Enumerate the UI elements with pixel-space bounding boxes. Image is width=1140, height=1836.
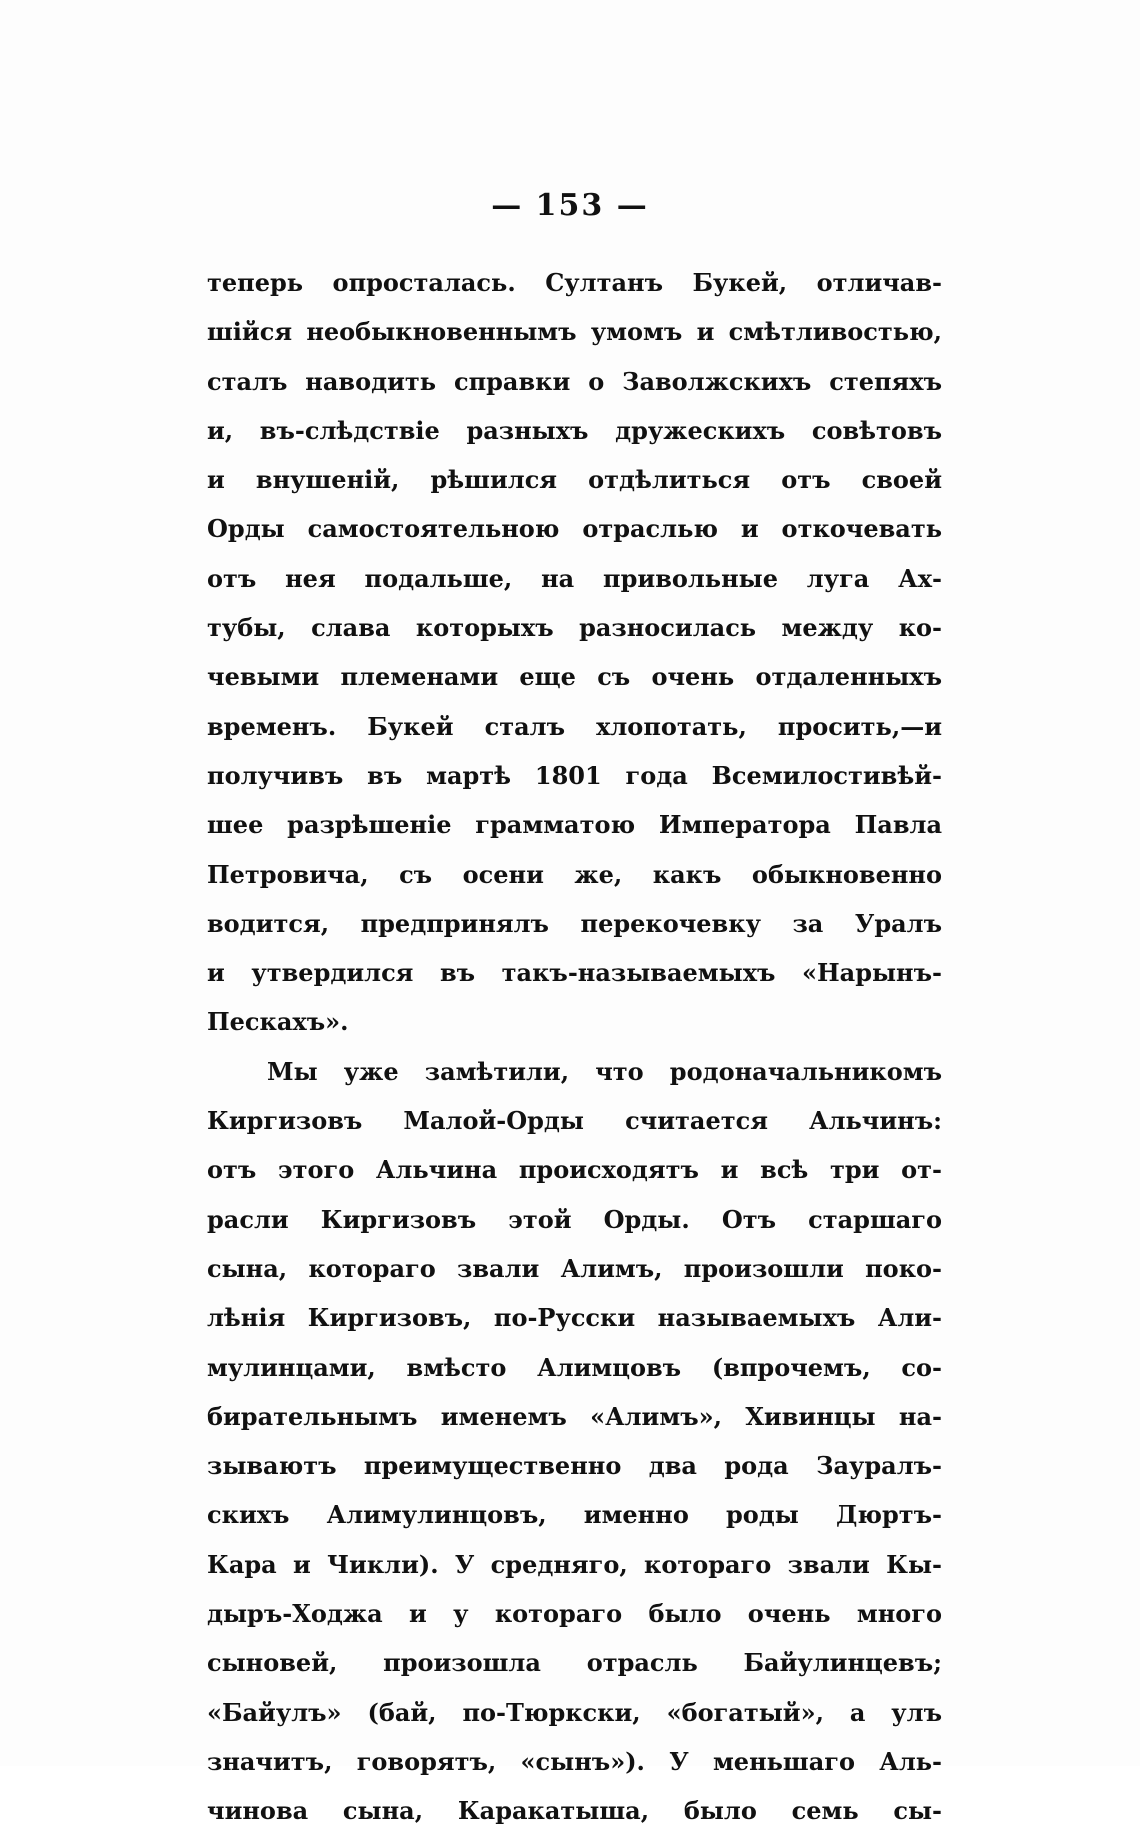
text-line: временъ. Букей сталъ хлопотать, просить,—и <box>207 711 942 741</box>
text-line: получивъ въ мартѣ 1801 года Всемилостивѣй- <box>207 760 942 790</box>
text-line: шее разрѣшеніе грамматою Императора Павла <box>207 810 942 840</box>
text-line: дыръ-Ходжа и у котораго было очень много <box>207 1599 942 1629</box>
text-line: Орды самостоятельною отраслью и откочевать <box>207 514 942 544</box>
text-line: теперь опросталась. Султанъ Букей, отличав- <box>207 268 942 297</box>
text-line: расли Киргизовъ этой Орды. Отъ старшаго <box>207 1204 942 1234</box>
body-text <box>207 258 942 1836</box>
text-line: бирательнымъ именемъ «Алимъ», Хивинцы на- <box>207 1401 942 1431</box>
text-line: сталъ наводить справки о Заволжскихъ степяхъ <box>207 366 942 396</box>
text-line: лѣнія Киргизовъ, по-Русски называемыхъ Али- <box>207 1303 942 1333</box>
text-line: значитъ, говорятъ, «сынъ»). У меньшаго Аль- <box>207 1746 942 1776</box>
text-line: и утвердился въ такъ-называемыхъ «Нарынъ- <box>207 958 942 988</box>
text-line: зываютъ преимущественно два рода Зауралъ- <box>207 1451 942 1481</box>
text-line: сына, котораго звали Алимъ, произошли поко- <box>207 1253 942 1283</box>
text-line: водится, предпринялъ перекочевку за Уралъ <box>207 908 942 938</box>
text-line: сыновей, произошла отрасль Байулинцевъ; <box>207 1648 942 1678</box>
text-line: скихъ Алимулинцовъ, именно роды Дюртъ- <box>207 1500 942 1530</box>
text-line: отъ этого Альчина происходятъ и всѣ три от- <box>207 1155 942 1185</box>
text-line: мулинцами, вмѣсто Алимцовъ (впрочемъ, со- <box>207 1352 942 1382</box>
page-number: — 153 — <box>491 188 649 223</box>
text-line: тубы, слава которыхъ разносилась между ко- <box>207 613 942 643</box>
text-line: и, въ-слѣдствіе разныхъ дружескихъ совѣтовъ <box>207 415 942 445</box>
text-line: и внушеній, рѣшился отдѣлиться отъ своей <box>207 465 942 495</box>
text-line: отъ нея подальше, на привольные луга Ах- <box>207 563 942 593</box>
text-line: «Байулъ» (бай, по-Тюркски, «богатый», а улъ <box>207 1697 942 1727</box>
text-line: чинова сына, Каракатыша, было семь сы- <box>207 1796 942 1826</box>
text-line: Петровича, съ осени же, какъ обыкновенно <box>207 859 942 889</box>
text-line: Мы уже замѣтили, что родоначальникомъ <box>267 1056 942 1086</box>
text-line: Киргизовъ Малой-Орды считается Альчинъ: <box>207 1106 942 1136</box>
text-line: чевыми племенами еще съ очень отдаленныхъ <box>207 662 942 692</box>
text-line: шійся необыкновеннымъ умомъ и смѣтливостью, <box>207 317 942 347</box>
text-line: Кара и Чикли). У средняго, котораго звали Кы- <box>207 1549 942 1579</box>
text-line: Пескахъ». <box>207 1007 349 1037</box>
